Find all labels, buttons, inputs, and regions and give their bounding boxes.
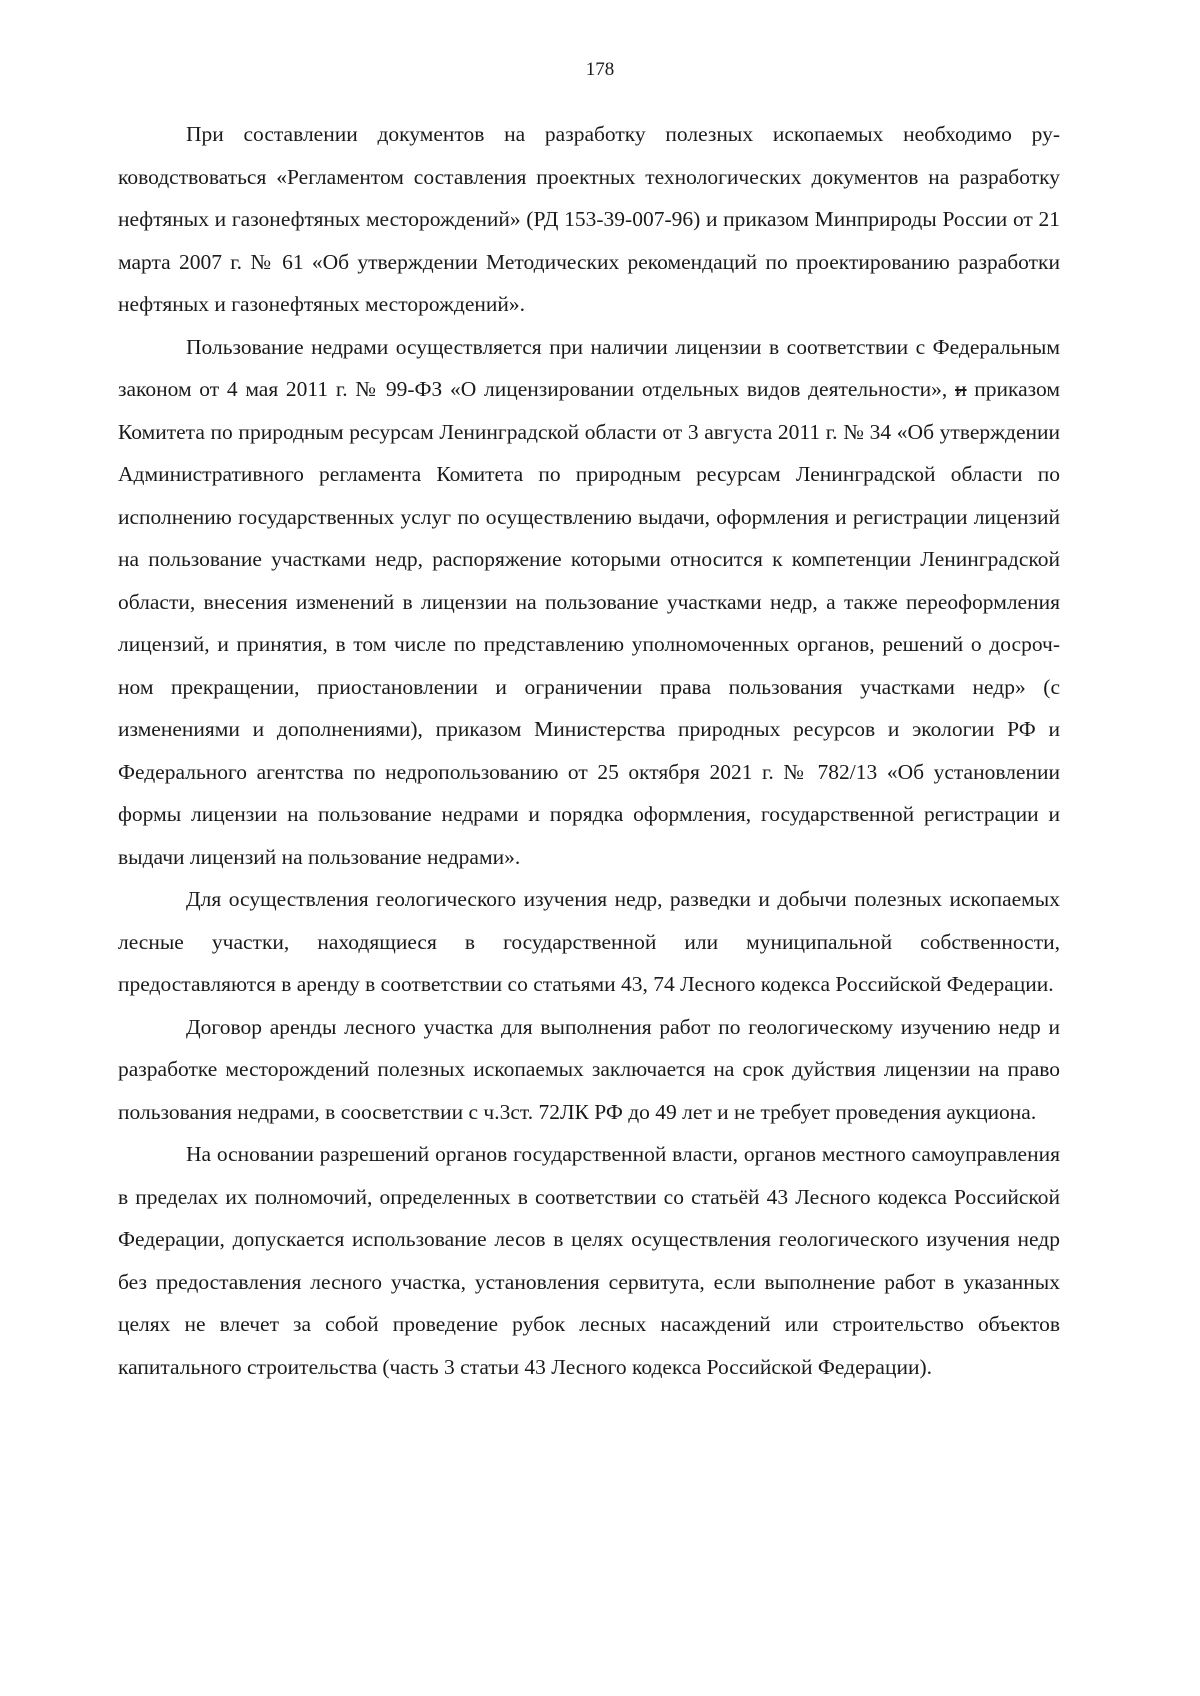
paragraph-1: При составлении документов на разработку полезных ископаемых необходимо руководствоваться «Регламентом составления проектных технологических документов на разработку нефтяных и газонефтяных месторождений» (РД 153-39-007-96) и приказом Минприроды России от 21 марта 2007 г. № 61 «Об утверждении Методических рекомендаций по проектированию разработки нефтяных и газонефтяных месторождений». <box>118 122 1060 316</box>
paragraph-2-part-1: Пользование недрами осуществляется при наличии лицензии в соответствии с Федеральным законом от 4 мая 2011 г. № 99-ФЗ «О лицензировании отдельных видов деятельности», <box>118 334 1060 401</box>
page-number: 178 <box>585 59 615 80</box>
struck-word: и <box>955 377 967 401</box>
paragraph-5: На основании разрешений органов государственной власти, органов местного самоуправления в пределах их полномочий, определенных в соответствии со статьёй 43 Лесного кодекса Российской Федерации, допускается использование лесов в целях осуществления геологического изучения недр без предоставления лесного участка, установления сервитута, если выполнение работ в указанных целях не влечет за собой проведение рубок лесных насаждений или строительство объектов капитального строительства (часть 3 статьи 43 Лесного кодекса Российской Федерации). <box>118 1142 1060 1379</box>
paragraph-4: Договор аренды лесного участка для выполнения работ по геологическому изучению недр и разработке месторождений полезных ископаемых заключается на срок дуйствия лицензии на право пользования недрами, в соосветствии с ч.3ст. 72ЛК РФ до 49 лет и не требует проведения аукциона. <box>118 1014 1060 1124</box>
paragraph-2-part-2: приказом Комитета по природным ресурсам Ленинградской области от 3 августа 2011 г. № 34 «Об утверждении Административного регламента Комитета по природным ресурсам Ленинградской области по исполнению государственных услуг по осуществлению выдачи, оформления и регистрации лицензий на пользование участками недр, распоряжение которыми относится к компетенции Ленинградской области, внесения изменений в лицензии на пользование участками недр, а также переоформления лицензий, и принятия, в том числе по представлению уполномоченных органов, решений о досрочном прекращении, приостановлении и ограничении права пользования участками недр» (с изменениями и дополнениями), приказом Министерства природных ресурсов и экологии РФ и Федерального агентства по недропользованию от 25 октября 2021 г. № 782/13 «Об установлении формы лицензии на пользование недрами и порядка оформления, государственной регистрации и выдачи лицензий на пользование недрами». <box>118 377 1060 869</box>
paragraph-2 <box>118 326 1060 879</box>
paragraph-3: Для осуществления геологического изучения недр, разведки и добычи полезных ископаемых лесные участки, находящиеся в государственной или муниципальной собственности, предоставляются в аренду в соответствии со статьями 43, 74 Лесного кодекса Российской Федерации. <box>118 887 1060 996</box>
document-body <box>118 113 1060 1388</box>
